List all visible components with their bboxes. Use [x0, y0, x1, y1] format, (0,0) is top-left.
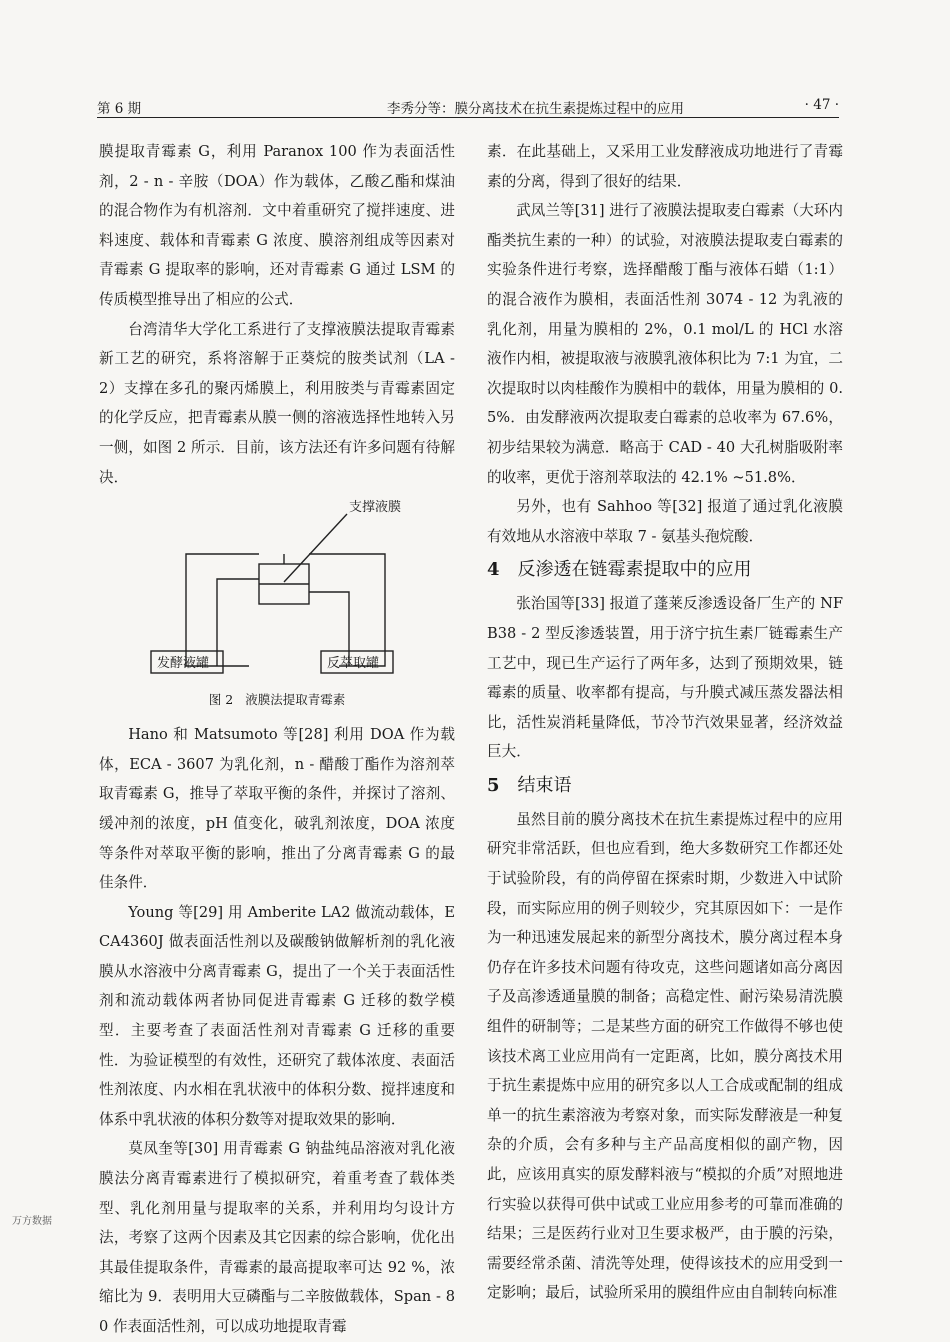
running-header	[97, 97, 839, 118]
caption-number: 图 2	[208, 692, 234, 708]
paragraph: 莫凤奎等[30] 用青霉素 G 钠盐纯品溶液对乳化液膜法分离青霉素进行了模拟研究，着重考查了载体类型、乳化剂用量与提取率的关系，并利用均匀设计方法，考察了这两个因素及其它因素的综合影响，优化出其最佳提取条件，青霉素的最高提取率可达 92 %，浓缩比为 9．表明用大豆磷酯与二辛胺做载体，Span - 80 作表面活性剂，可以成功地提取青霉	[99, 1140, 455, 1335]
caption-text: 液膜法提取青霉素	[245, 692, 346, 708]
section-heading-4	[487, 551, 843, 589]
left-flow-line	[186, 554, 259, 666]
paragraph: 武凤兰等[31] 进行了液膜法提取麦白霉素（大环内酯类抗生素的一种）的试验，对液膜法提取麦白霉素的实验条件进行考察，选择醋酸丁酯与液体石蜡（1:1）的混合液作为膜相，表面活性剂 3074 - 12 为乳液的乳化剂，用量为膜相的 2%，0.1 mol/L 的 HCl 水溶液作内相，被提取液与液膜乳液体积比为 7:1 为宜，二次提取时以肉桂酸作为膜相中的载体，用量为膜相的 0.5%．由发酵液两次提取麦白霉素的总收率为 67.6%，初步结果较为满意．略高于 CAD - 40 大孔树脂吸附率的收率，更优于溶剂萃取法的 42.1% ~51.8%．	[487, 202, 843, 486]
figure-caption	[99, 684, 455, 720]
back-extract-tank-label: 反萃取罐	[327, 656, 380, 672]
right-column	[487, 137, 843, 1308]
paragraph: 膜提取青霉素 G，利用 Paranox 100 作为表面活性剂，2 - n - 辛胺（DOA）作为载体，乙酸乙酯和煤油的混合物作为有机溶剂．文中着重研究了搅拌速度、进料速度、载体和青霉素 G 浓度、膜溶剂组成等因素对青霉素 G 提取率的影响，还对青霉素 G 通过 LSM 的传质模型推导出了相应的公式．	[99, 143, 455, 308]
running-title: 李秀分等：膜分离技术在抗生素提炼过程中的应用	[387, 101, 684, 117]
membrane-label: 支撑液膜	[349, 500, 402, 516]
paragraph: 另外，也有 Sahhoo 等[32] 报道了通过乳化液膜有效地从水溶液中萃取 7 - 氨基头孢烷酸．	[487, 498, 843, 545]
section-heading-5	[487, 767, 843, 805]
issue-number: 第 6 期	[97, 101, 142, 117]
pointer-line	[284, 514, 347, 582]
paragraph: 台湾清华大学化工系进行了支撑液膜法提取青霉素新工艺的研究，系将溶解于正葵烷的胺类试剂（LA - 2）支撑在多孔的聚丙烯膜上，利用胺类与青霉素固定的化学反应，把青霉素从膜一侧的溶液选择性地转入另一侧，如图 2 所示．目前，该方法还有许多问题有待解决．	[99, 320, 455, 486]
paragraph: Hano 和 Matsumoto 等[28] 利用 DOA 作为载体，ECA - 3607 为乳化剂，n - 醋酸丁酯作为溶剂萃取青霉素 G，推导了萃取平衡的条件，并探讨了溶剂、缓冲剂的浓度，pH 值变化，破乳剂浓度，DOA 浓度等条件对萃取平衡的影响，推出了分离青霉素 G 的最佳条件．	[99, 726, 455, 892]
paragraph: 虽然目前的膜分离技术在抗生素提炼过程中的应用研究非常活跃，但也应看到，绝大多数研究工作都还处于试验阶段，有的尚停留在探索时期，少数进入中试阶段，而实际应用的例子则较少，究其原因如下：一是作为一种迅速发展起来的新型分离技术，膜分离过程本身仍存在许多技术问题有待攻克，这些问题诸如高分离因子及高渗透通量膜的制备；高稳定性、耐污染易清洗膜组件的研制等；二是某些方面的研究工作做得不够也使该技术离工业应用尚有一定距离，比如，膜分离技术用于抗生素提炼中应用的研究多以人工合成或配制的组成单一的抗生素溶液为考察对象，而实际发酵液是一种复杂的介质，会有多种与主产品高度相似的副产物，因此，应该用真实的原发酵料液与“模拟的介质”对照地进行实验以获得可供中试或工业应用参考的可靠而准确的结果；三是医药行业对卫生要求极严，由于膜的污染，需要经常杀菌、清洗等处理，使得该技术的应用受到一定影响；最后，试验所采用的膜组件应由自制转向标准	[487, 810, 843, 1302]
ferment-tank-label: 发酵液罐	[157, 656, 210, 672]
paragraph: 张治国等[33] 报道了蓬莱反渗透设备厂生产的 NFB38 - 2 型反渗透装置，用于济宁抗生素厂链霉素生产工艺中，现已生产运行了两年多，达到了预期效果，链霉素的质量、收率都有提高，与升膜式减压蒸发器法相比，活性炭消耗量降低，节冷节汽效果显著，经济效益巨大．	[487, 595, 843, 761]
paragraph: Young 等[29] 用 Amberite LA2 做流动载体，ECA4360J 做表面活性剂以及碳酸钠做解析剂的乳化液膜从水溶液中分离青霉素 G，提出了一个关于表面活性剂和流动载体两者协同促进青霉素 G 迁移的数学模型．主要考查了表面活性剂对青霉素 G 迁移的重要性．为验证模型的有效性，还研究了载体浓度、表面活性剂浓度、内水相在乳状液中的体积分数、搅拌速度和体系中乳状液的体积分数等对提取效果的影响．	[99, 903, 455, 1128]
section-number: 4	[487, 559, 500, 581]
section-title: 结束语	[517, 774, 572, 796]
section-title: 反渗透在链霉素提取中的应用	[517, 559, 752, 581]
section-number: 5	[487, 774, 500, 796]
left-column	[99, 137, 455, 1342]
figure-2	[99, 494, 455, 684]
right-flow-line	[309, 554, 385, 666]
page-number: · 47 ·	[804, 97, 839, 113]
paragraph: 素．在此基础上，又采用工业发酵液成功地进行了青霉素的分离，得到了很好的结果．	[487, 143, 843, 190]
footer-watermark: 万方数据	[12, 1216, 52, 1227]
liquid-membrane-diagram	[99, 494, 455, 684]
